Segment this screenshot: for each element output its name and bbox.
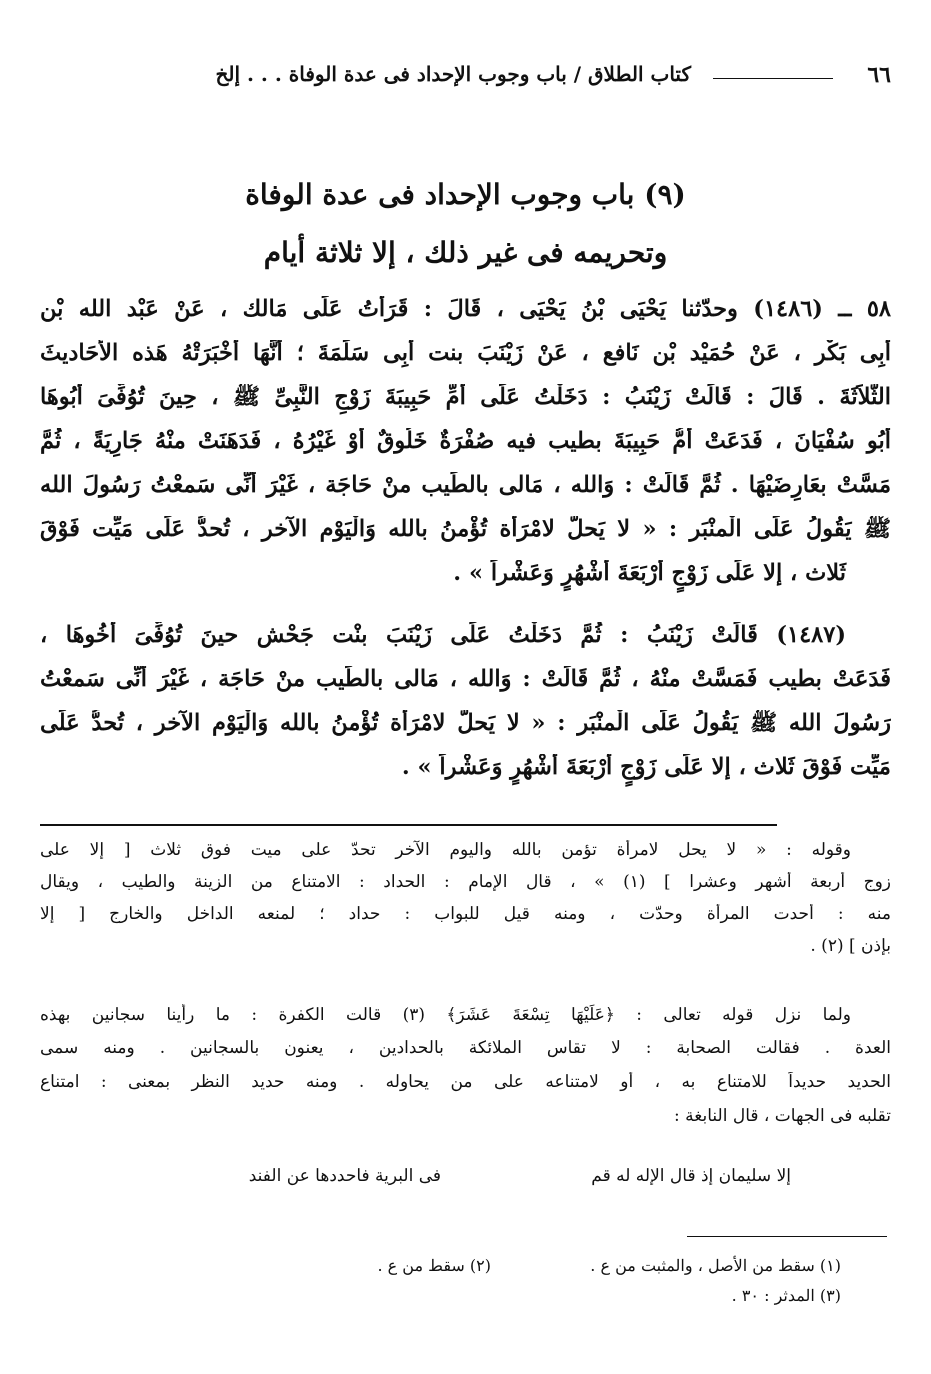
commentary-divider — [40, 824, 777, 826]
footnote-2: (٢) سقط من ع . — [377, 1256, 491, 1275]
commentary-line: بإذن ] (٢) . — [810, 936, 891, 956]
commentary-line: وقوله : « لا يحل لامرأة تؤمن بالله واليوم الآخر تحدّ على ميت فوق ثلاث [ إلا على — [40, 840, 851, 860]
hadith-line: مَيِّت فَوْقَ ثَلاث ، إلا عَلَى زَوْجٍ أَرْبَعَةَ أَشْهُرٍ وَعَشْراً » . — [401, 754, 891, 780]
verse-second-hemistich: فى البرية فاحددها عن الفند — [248, 1166, 441, 1186]
hadith-line: أَبِى بَكْر ، عَنْ حُمَيْد بْن نَافع ، عَنْ زَيْنَبَ بنت أَبِى سَلَمَةَ ؛ أَنَّهَا أَخْبَرَتْهُ هَذه الأَحَاديثَ — [40, 340, 891, 366]
commentary-line: زوج أربعة أشهر وعشرا ] (١) » ، قال الإمام : الحداد : الامتناع من الزينة والطيب ، ويقال — [40, 872, 891, 892]
commentary-line: تقلبه فى الجهات ، قال النابغة : — [674, 1106, 891, 1126]
hadith-line: الثَّلاَثَةَ . قَالَ : قَالَتْ زَيْنَبُ : دَخَلْتُ عَلَى أُمِّ حَبِيبَةَ زَوْجِ النَّبِىِّ ﷺ ، حِينَ تُوُفِّىَ أَبُوهَا — [40, 384, 891, 410]
hadith-line: مَسَّتْ بعَارِضَيْهَا . ثُمَّ قَالَتْ : وَالله ، مَالى بالطِّيب منْ حَاجَة ، غَيْرَ أَنِّى سَمعْتُ رَسُولَ الله — [40, 472, 891, 498]
hadith-line: ثَلاث ، إلا عَلَى زَوْجٍ أَرْبَعَةَ أَشْهُرٍ وَعَشْراً » . — [453, 560, 846, 586]
footnotes-divider — [687, 1236, 887, 1237]
footnote-3: (٣) المدثر : ٣٠ . — [731, 1286, 841, 1305]
commentary-line: الحديد حديداً للامتناع به ، أو لامتناعه على من يحاوله . ومنه حديد النظر بمعنى : امتناع — [40, 1072, 891, 1092]
header-rule — [713, 78, 833, 79]
running-title: كتاب الطلاق / باب وجوب الإحداد فى عدة الوفاة . . . إلخ — [215, 62, 691, 86]
hadith-line: فَدَعَتْ بطيب فَمَسَّتْ منْهُ ، ثُمَّ قَالَتْ : وَالله ، مَالى بالطِّيب منْ حَاجَة ، غَيْرَ أَنِّى سَمعْتُ — [40, 666, 891, 692]
chapter-subtitle: وتحريمه فى غير ذلك ، إلا ثلاثة أيام — [263, 236, 668, 269]
hadith-line: أَبُو سُفْيَانَ ، فَدَعَتْ أُمُّ حَبِيبَةَ بطيب فيه صُفْرَةٌ خَلُوقٌ أَوْ غَيْرُهُ ، فَدَهَنَتْ منْهُ جَارِيَةً ، ثُمَّ — [40, 428, 891, 454]
poetry-verse — [40, 1166, 891, 1196]
page-number: ٦٦ — [867, 62, 891, 88]
running-header — [40, 62, 891, 96]
chapter-title: (٩) باب وجوب الإحداد فى عدة الوفاة — [245, 178, 686, 211]
footnote-1: (١) سقط من الأصل ، والمثبت من ع . — [590, 1256, 841, 1275]
hadith-line: ﷺ يَقُولُ عَلَى الْمنْبَر : « لا يَحلُّ لامْرَأَة تُؤْمنُ بالله وَالْيَوْم الآخر ، تُحدُّ عَلَى مَيِّت فَوْقَ — [40, 516, 891, 542]
hadith-line: ٥٨ ــ (١٤٨٦) وحدّثنا يَحْيَى بْنُ يَحْيَى ، قَالَ : قَرَأتُ عَلَى مَالك ، عَنْ عَبْد الله بْن — [40, 296, 891, 322]
commentary-line: منه : أحدت المرأة وحدّت ، ومنه قيل للبواب : حداد ؛ لمنعه الداخل والخارج [ إلا — [40, 904, 891, 924]
commentary-line: العدة . فقالت الصحابة : لا تقاس الملائكة بالحدادين ، يعنون بالسجانين . ومنه سمى — [40, 1038, 891, 1058]
hadith-line: رَسُولَ الله ﷺ يَقُولُ عَلَى الْمنْبَر : « لا يَحلُّ لامْرَأَة تُؤْمنُ بالله وَالْيَوْم الآخر ، تُحدُّ عَلَى — [40, 710, 891, 736]
verse-first-hemistich: إلا سليمان إذ قال الإله له قم — [591, 1166, 791, 1186]
commentary-line: ولما نزل قوله تعالى : ﴿عَلَيْهَا تِسْعَةَ عَشَرَ﴾ (٣) قالت الكفرة : ما رأينا سجانين بهذه — [40, 1005, 851, 1025]
hadith-line: (١٤٨٧) قَالَتْ زَيْنَبُ : ثُمَّ دَخَلْتُ عَلَى زَيْنَبَ بنْت جَحْش حينَ تُوُفِّىَ أَخُوهَا ، — [40, 622, 846, 648]
